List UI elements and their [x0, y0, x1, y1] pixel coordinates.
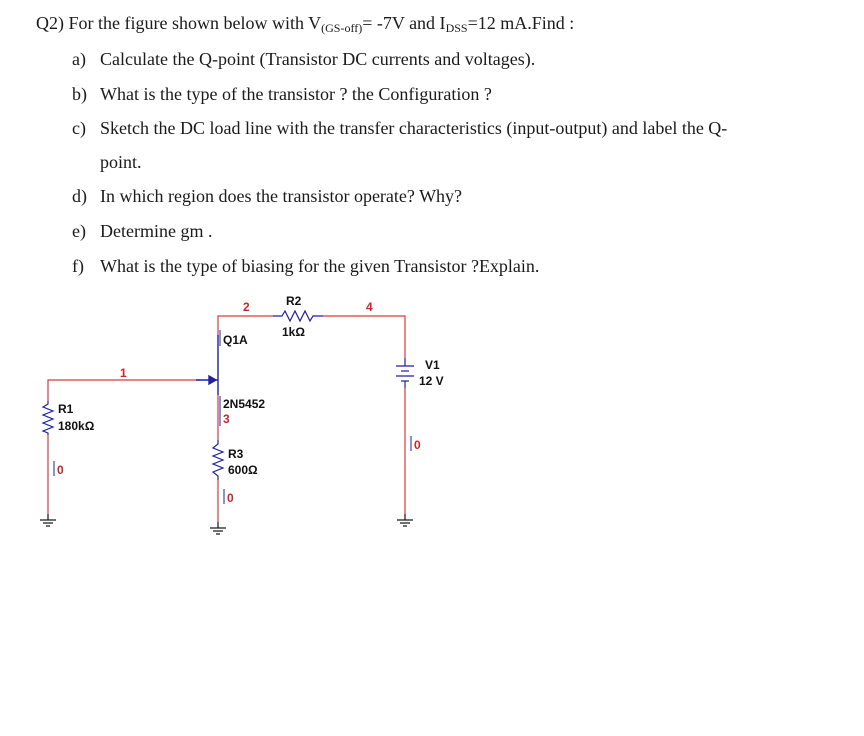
ground-icon [210, 522, 226, 534]
label-brackets [54, 330, 411, 504]
node-label-2: 2 [243, 300, 250, 314]
item-e-label: e) [72, 221, 86, 241]
r1-value: 180kΩ [58, 419, 95, 433]
r2-value: 1kΩ [282, 325, 305, 339]
wire-node1 [48, 380, 200, 401]
item-b-label: b) [72, 84, 87, 104]
node-label-0-v1: 0 [414, 438, 421, 452]
item-d-label: d) [72, 186, 87, 206]
node-label-0-r1: 0 [57, 463, 64, 477]
node-label-1: 1 [120, 366, 127, 380]
item-c-text: Sketch the DC load line with the transfer characteristics (input-output) and label the Q- [100, 118, 728, 138]
jfet-q1a-symbol [196, 335, 218, 395]
item-a-label: a) [72, 49, 86, 69]
r3-value: 600Ω [228, 463, 258, 477]
item-c-continuation: point. [100, 152, 142, 172]
resistor-r3 [213, 440, 223, 480]
node-label-4: 4 [366, 300, 373, 314]
question-middle: = -7V and I [362, 13, 446, 33]
idss-subscript: DSS [445, 21, 468, 35]
node-label-0-r3: 0 [227, 491, 234, 505]
item-e-text: Determine gm . [100, 221, 213, 241]
resistor-r1 [43, 401, 53, 435]
node-label-3: 3 [223, 412, 230, 426]
q1a-name: Q1A [223, 333, 248, 347]
battery-v1 [396, 358, 414, 388]
r3-name: R3 [228, 447, 244, 461]
vgs-off-subscript: (GS-off) [321, 21, 363, 35]
ground-icon [397, 514, 413, 526]
resistor-r2 [273, 311, 323, 321]
ground-icon [40, 514, 56, 526]
item-c-label: c) [72, 118, 86, 138]
item-b-text: What is the type of the transistor ? the Configuration ? [100, 84, 492, 104]
item-d-text: In which region does the transistor operate? Why? [100, 186, 463, 206]
r2-name: R2 [286, 294, 302, 308]
item-f-label: f) [72, 256, 84, 276]
v1-value: 12 V [419, 374, 444, 388]
item-f-text: What is the type of biasing for the given Transistor ?Explain. [100, 256, 540, 276]
question-prefix: Q2) For the figure shown below with V [36, 13, 322, 33]
question-suffix: =12 mA.Find : [467, 13, 575, 33]
v1-name: V1 [425, 358, 440, 372]
item-a-text: Calculate the Q-point (Transistor DC currents and voltages). [100, 49, 536, 69]
q1a-model: 2N5452 [223, 397, 266, 411]
r1-name: R1 [58, 402, 74, 416]
wire-node4 [323, 316, 405, 358]
